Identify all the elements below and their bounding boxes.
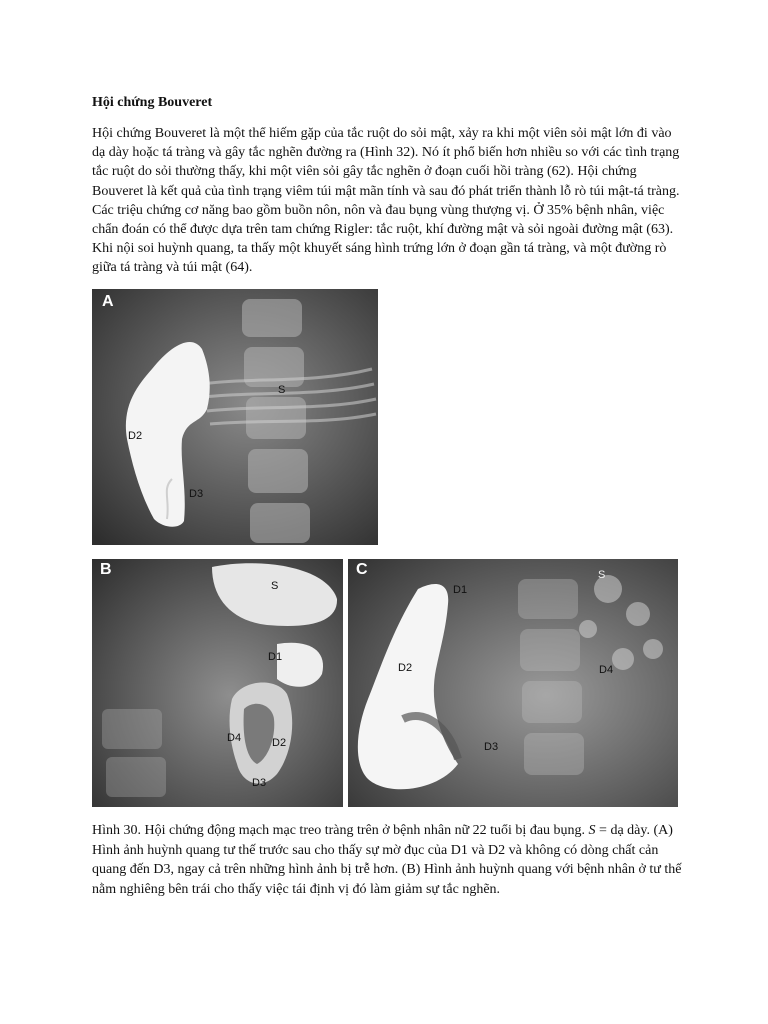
label-b-d1: D1 — [268, 651, 283, 663]
label-c-d3: D3 — [484, 741, 499, 753]
label-c-d4: D4 — [599, 664, 614, 676]
label-c-d2: D2 — [398, 662, 413, 674]
xray-panel-a — [92, 289, 378, 545]
xray-panel-c — [348, 559, 678, 807]
caption-text-2: = dạ dày. (A) Hình ảnh huỳnh quang tư thế trước sau cho thấy sự mờ đục của D1 và D2 và không có dòng chất cản quang đến D3, ngay cả trên những hình ảnh bị trễ hơn. (B) Hình ảnh huỳnh quang với bệnh nhân ở tư thế nằm nghiêng bên trái cho thấy việc tái định vị đó làm giảm sự tắc nghẽn. — [92, 823, 682, 897]
label-a-d2: D2 — [128, 430, 143, 442]
label-c-s: S — [598, 569, 606, 581]
label-a-s: S — [278, 384, 286, 396]
xray-image-b — [92, 559, 343, 807]
label-c-d1: D1 — [453, 584, 468, 596]
label-b-d3: D3 — [252, 777, 267, 789]
label-b-s: S — [271, 580, 279, 592]
xray-panel-b — [92, 559, 343, 807]
figure-caption — [92, 821, 684, 899]
label-b-d4: D4 — [227, 732, 242, 744]
caption-s-symbol: S — [588, 823, 596, 838]
panel-label-a: A — [102, 293, 114, 310]
xray-image-a — [92, 289, 378, 545]
section-heading: Hội chứng Bouveret — [92, 95, 213, 110]
body-paragraph: Hội chứng Bouveret là một thể hiếm gặp của tắc ruột do sỏi mật, xảy ra khi một viên sỏi mật lớn đi vào dạ dày hoặc tá tràng và gây tắc nghẽn đường ra (Hình 32). Nó ít phổ biến hơn nhiều so với các tình trạng tắc ruột do sỏi thường thấy, khi một viên sỏi gây tắc nghẽn ở đoạn cuối hồi tràng (62). Hội chứng Bouveret là kết quả của tình trạng viêm túi mật mãn tính và sau đó phát triển thành lỗ rò túi mật-tá tràng. Các triệu chứng cơ năng bao gồm buồn nôn, nôn và đau bụng vùng thượng vị. Ở 35% bệnh nhân, việc chẩn đoán có thể được dựa trên tam chứng Rigler: tắc ruột, khí đường mật và sỏi ngoài đường mật (63). Khi nội soi huỳnh quang, ta thấy một khuyết sáng hình trứng lớn ở đoạn gần tá tràng, và một đường rò giữa tá tràng và túi mật (64). — [92, 126, 680, 276]
caption-text-1: Hình 30. Hội chứng động mạch mạc treo tràng trên ở bệnh nhân nữ 22 tuổi bị đau bụng. — [92, 823, 589, 838]
xray-image-c — [348, 559, 678, 807]
panel-label-b: B — [100, 561, 112, 578]
label-a-d3: D3 — [189, 488, 204, 500]
label-b-d2: D2 — [272, 737, 287, 749]
panel-label-c: C — [356, 561, 368, 578]
